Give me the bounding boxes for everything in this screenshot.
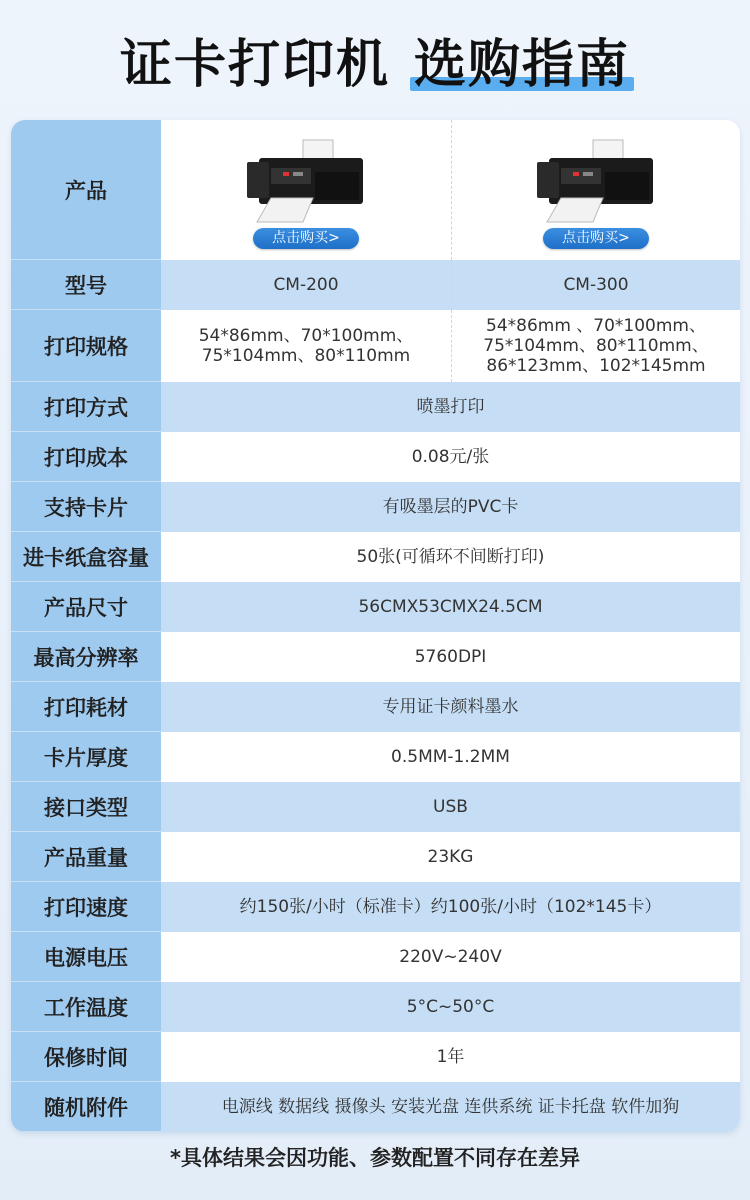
row-value: 专用证卡颜料墨水 xyxy=(161,682,740,732)
spec-line: 86*123mm、102*145mm xyxy=(486,356,706,376)
row-label: 进卡纸盒容量 xyxy=(11,532,161,582)
row-label: 打印速度 xyxy=(11,882,161,932)
weight-row xyxy=(11,832,740,882)
title-part2: 选购指南 xyxy=(414,22,630,97)
row-label: 打印规格 xyxy=(11,310,161,382)
row-label: 工作温度 xyxy=(11,982,161,1032)
spec-line: 75*104mm、80*110mm xyxy=(201,346,411,366)
footnote: *具体结果会因功能、参数配置不同存在差异 xyxy=(170,1146,580,1170)
buy-button-cm200[interactable]: 点击购买> xyxy=(253,228,359,249)
accessories-row xyxy=(11,1082,740,1132)
consumables-row xyxy=(11,682,740,732)
row-value: 约150张/小时（标准卡）约100张/小时（102*145卡） xyxy=(161,882,740,932)
voltage-row xyxy=(11,932,740,982)
page-title xyxy=(0,0,750,118)
product-cell-cm200 xyxy=(161,120,451,260)
model-cm300: CM-300 xyxy=(451,260,740,310)
warranty-row xyxy=(11,1032,740,1082)
row-value: 5760DPI xyxy=(161,632,740,682)
spec-line: 54*86mm 、70*100mm、 xyxy=(486,316,706,336)
cards-row xyxy=(11,482,740,532)
row-label: 产品重量 xyxy=(11,832,161,882)
product-row xyxy=(11,120,740,260)
row-value: USB xyxy=(161,782,740,832)
row-label: 保修时间 xyxy=(11,1032,161,1082)
spec-cm200 xyxy=(161,310,451,382)
temperature-row xyxy=(11,982,740,1032)
row-value: 有吸墨层的PVC卡 xyxy=(161,482,740,532)
model-row xyxy=(11,260,740,310)
row-value: 50张(可循环不间断打印) xyxy=(161,532,740,582)
row-label: 型号 xyxy=(11,260,161,310)
printer-image xyxy=(245,132,367,226)
row-label: 电源电压 xyxy=(11,932,161,982)
resolution-row xyxy=(11,632,740,682)
product-cell-cm300 xyxy=(451,120,740,260)
row-label: 打印耗材 xyxy=(11,682,161,732)
row-label: 产品 xyxy=(11,120,161,260)
row-value: 23KG xyxy=(161,832,740,882)
comparison-table xyxy=(11,120,740,1132)
title-part1: 证卡打印机 xyxy=(119,34,390,95)
row-label: 支持卡片 xyxy=(11,482,161,532)
spec-line: 75*104mm、80*110mm、 xyxy=(483,336,709,356)
row-value: 5°C~50°C xyxy=(161,982,740,1032)
row-value: 0.08元/张 xyxy=(161,432,740,482)
spec-line: 54*86mm、70*100mm、 xyxy=(198,326,414,346)
row-label: 打印方式 xyxy=(11,382,161,432)
spec-row xyxy=(11,310,740,382)
capacity-row xyxy=(11,532,740,582)
size-row xyxy=(11,582,740,632)
row-label: 最高分辨率 xyxy=(11,632,161,682)
model-cm200: CM-200 xyxy=(161,260,451,310)
method-row xyxy=(11,382,740,432)
row-label: 卡片厚度 xyxy=(11,732,161,782)
row-label: 接口类型 xyxy=(11,782,161,832)
row-value: 喷墨打印 xyxy=(161,382,740,432)
row-label: 产品尺寸 xyxy=(11,582,161,632)
row-value: 220V~240V xyxy=(161,932,740,982)
row-value: 电源线 数据线 摄像头 安装光盘 连供系统 证卡托盘 软件加狗 xyxy=(161,1082,740,1132)
row-value: 0.5MM-1.2MM xyxy=(161,732,740,782)
row-value: 56CMX53CMX24.5CM xyxy=(161,582,740,632)
speed-row xyxy=(11,882,740,932)
row-label: 打印成本 xyxy=(11,432,161,482)
thickness-row xyxy=(11,732,740,782)
printer-image xyxy=(535,132,657,226)
cost-row xyxy=(11,432,740,482)
spec-cm300 xyxy=(451,310,740,382)
interface-row xyxy=(11,782,740,832)
row-label: 随机附件 xyxy=(11,1082,161,1132)
row-value: 1年 xyxy=(161,1032,740,1082)
buy-button-cm300[interactable]: 点击购买> xyxy=(543,228,649,249)
